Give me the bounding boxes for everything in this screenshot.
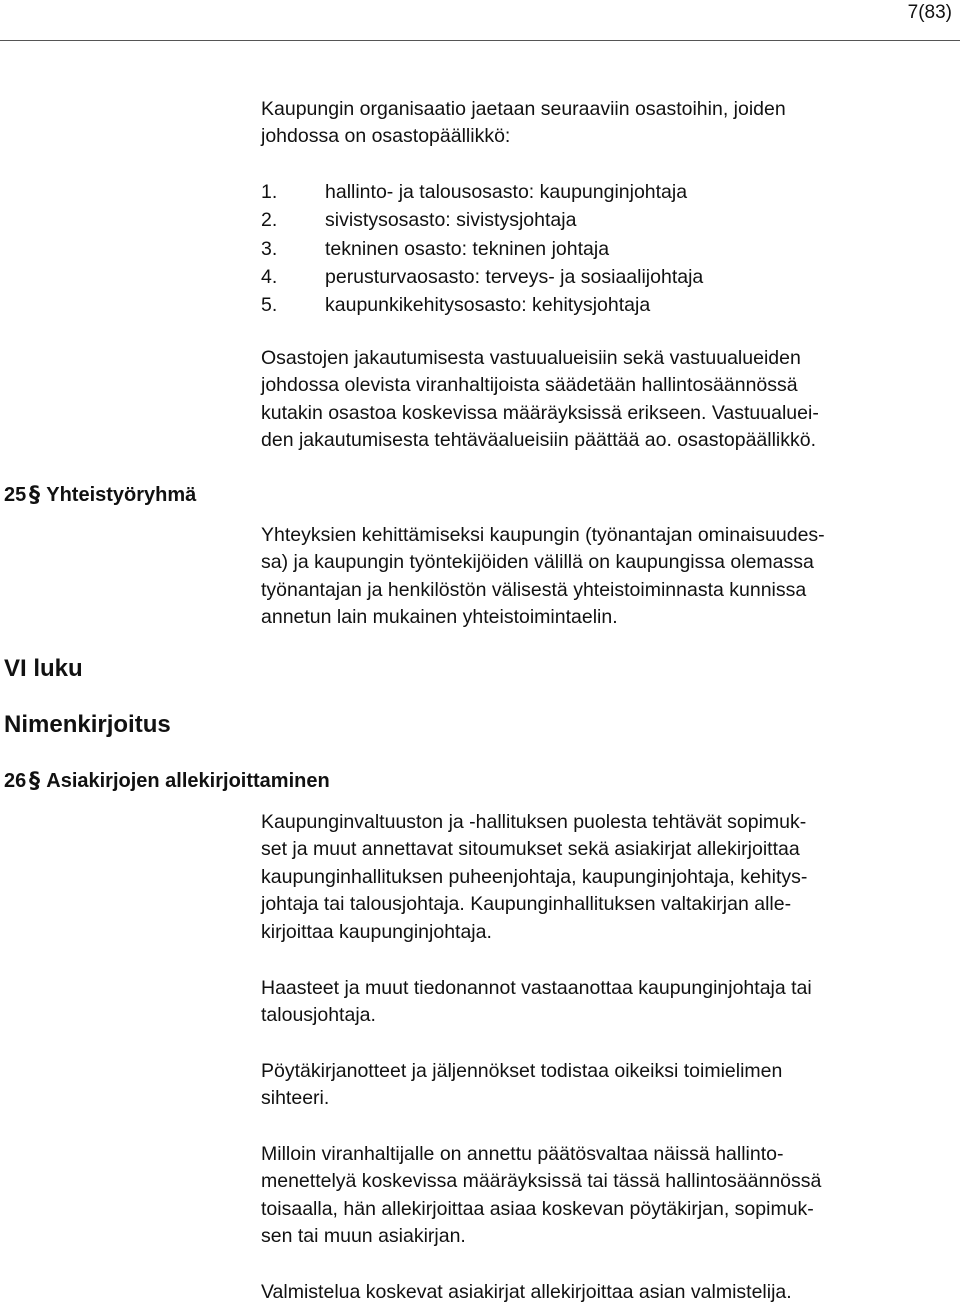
text-line: Osastojen jakautumisesta vastuualueisiin sekä vastuualueiden bbox=[261, 347, 801, 369]
text-line: työnantajan ja henkilöstön välisestä yhteistoiminnasta kunnissa bbox=[261, 578, 807, 601]
section-title: Asiakirjojen allekirjoittaminen bbox=[46, 769, 330, 792]
section-sign-glyph: § bbox=[29, 483, 41, 508]
intro-paragraph bbox=[261, 96, 951, 151]
section-sign-icon bbox=[29, 481, 40, 509]
text-line: talousjohtaja. bbox=[261, 1004, 376, 1027]
list-item-text: perusturvaosasto: terveys- ja sosiaalijohtaja bbox=[325, 265, 704, 288]
section-26-paragraph-officials bbox=[261, 1141, 951, 1251]
text-line: Haasteet ja muut tiedonannot vastaanottaa kaupunginjohtaja tai bbox=[261, 977, 812, 999]
text-line: menettelyä koskevissa määräyksissä tai tässä hallintosäännössä bbox=[261, 1170, 822, 1193]
text-line: toisaalla, hän allekirjoittaa asiaa koskevan pöytäkirjan, sopimuk- bbox=[261, 1197, 814, 1220]
section-number: 26 bbox=[4, 769, 27, 792]
text-line: Yhteyksien kehittämiseksi kaupungin (työnantajan ominaisuudes- bbox=[261, 524, 825, 546]
header-divider bbox=[0, 40, 960, 41]
section-26-heading bbox=[4, 767, 330, 795]
section-25-heading bbox=[4, 481, 196, 509]
list-item-number: 4. bbox=[261, 265, 278, 288]
section-sign-icon bbox=[29, 767, 40, 795]
text-line: sihteeri. bbox=[261, 1087, 330, 1110]
list-item bbox=[261, 235, 703, 263]
section-title: Yhteistyöryhmä bbox=[46, 483, 197, 506]
responsibility-paragraph bbox=[261, 345, 951, 455]
list-item bbox=[261, 263, 703, 291]
list-item-text: hallinto- ja talousosasto: kaupunginjohtaja bbox=[325, 181, 688, 203]
section-26-paragraph-summons bbox=[261, 975, 951, 1030]
text-line: Valmistelua koskevat asiakirjat allekirjoittaa asian valmistelija. bbox=[261, 1281, 792, 1303]
department-list bbox=[261, 178, 703, 319]
text-line: sen tai muun asiakirjan. bbox=[261, 1225, 466, 1248]
text-line: annetun lain mukainen yhteistoimintaelin. bbox=[261, 606, 618, 629]
text-line: den jakautumisesta tehtäväalueisiin päättää ao. osastopäällikkö. bbox=[261, 429, 817, 452]
chapter-title-heading: Nimenkirjoitus bbox=[4, 711, 171, 738]
text-line: set ja muut annettavat sitoumukset sekä asiakirjat allekirjoittaa bbox=[261, 838, 800, 861]
text-line: johdossa on osastopäällikkö: bbox=[261, 125, 511, 148]
text-line: kutakin osastoa koskevissa määräyksissä erikseen. Vastuualuei- bbox=[261, 401, 819, 424]
text-line: kirjoittaa kaupunginjohtaja. bbox=[261, 920, 492, 943]
text-line: kaupunginhallituksen puheenjohtaja, kaupunginjohtaja, kehitys- bbox=[261, 865, 808, 888]
list-item-text: tekninen osasto: tekninen johtaja bbox=[325, 237, 610, 260]
section-sign-glyph: § bbox=[29, 769, 41, 794]
section-number: 25 bbox=[4, 483, 27, 506]
text-line: Milloin viranhaltijalle on annettu päätösvaltaa näissä hallinto- bbox=[261, 1143, 784, 1165]
text-line: johdossa olevista viranhaltijoista säädetään hallintosäännössä bbox=[261, 374, 798, 397]
list-item-text: sivistysosasto: sivistysjohtaja bbox=[325, 209, 577, 232]
list-item-number: 1. bbox=[261, 181, 278, 203]
text-line: sa) ja kaupungin työntekijöiden välillä on kaupungissa olemassa bbox=[261, 551, 814, 574]
chapter-number-heading: VI luku bbox=[4, 655, 83, 682]
list-item-number: 5. bbox=[261, 294, 278, 317]
section-25-paragraph bbox=[261, 522, 951, 632]
text-line: Kaupunginvaltuuston ja -hallituksen puolesta tehtävät sopimuk- bbox=[261, 811, 807, 833]
list-item bbox=[261, 178, 703, 206]
list-item-number: 3. bbox=[261, 237, 278, 260]
section-26-paragraph-signing bbox=[261, 809, 951, 946]
list-item-text: kaupunkikehitysosasto: kehitysjohtaja bbox=[325, 294, 651, 317]
list-item bbox=[261, 206, 703, 234]
section-26-paragraph-minutes bbox=[261, 1058, 951, 1113]
text-line: Pöytäkirjanotteet ja jäljennökset todistaa oikeiksi toimielimen bbox=[261, 1060, 783, 1082]
text-line: johtaja tai talousjohtaja. Kaupunginhallituksen valtakirjan alle- bbox=[261, 893, 792, 916]
section-26-paragraph-preparation bbox=[261, 1279, 951, 1306]
text-line: Kaupungin organisaatio jaetaan seuraaviin osastoihin, joiden bbox=[261, 98, 786, 120]
page-number: 7(83) bbox=[907, 2, 952, 23]
list-item bbox=[261, 291, 703, 319]
list-item-number: 2. bbox=[261, 209, 278, 232]
